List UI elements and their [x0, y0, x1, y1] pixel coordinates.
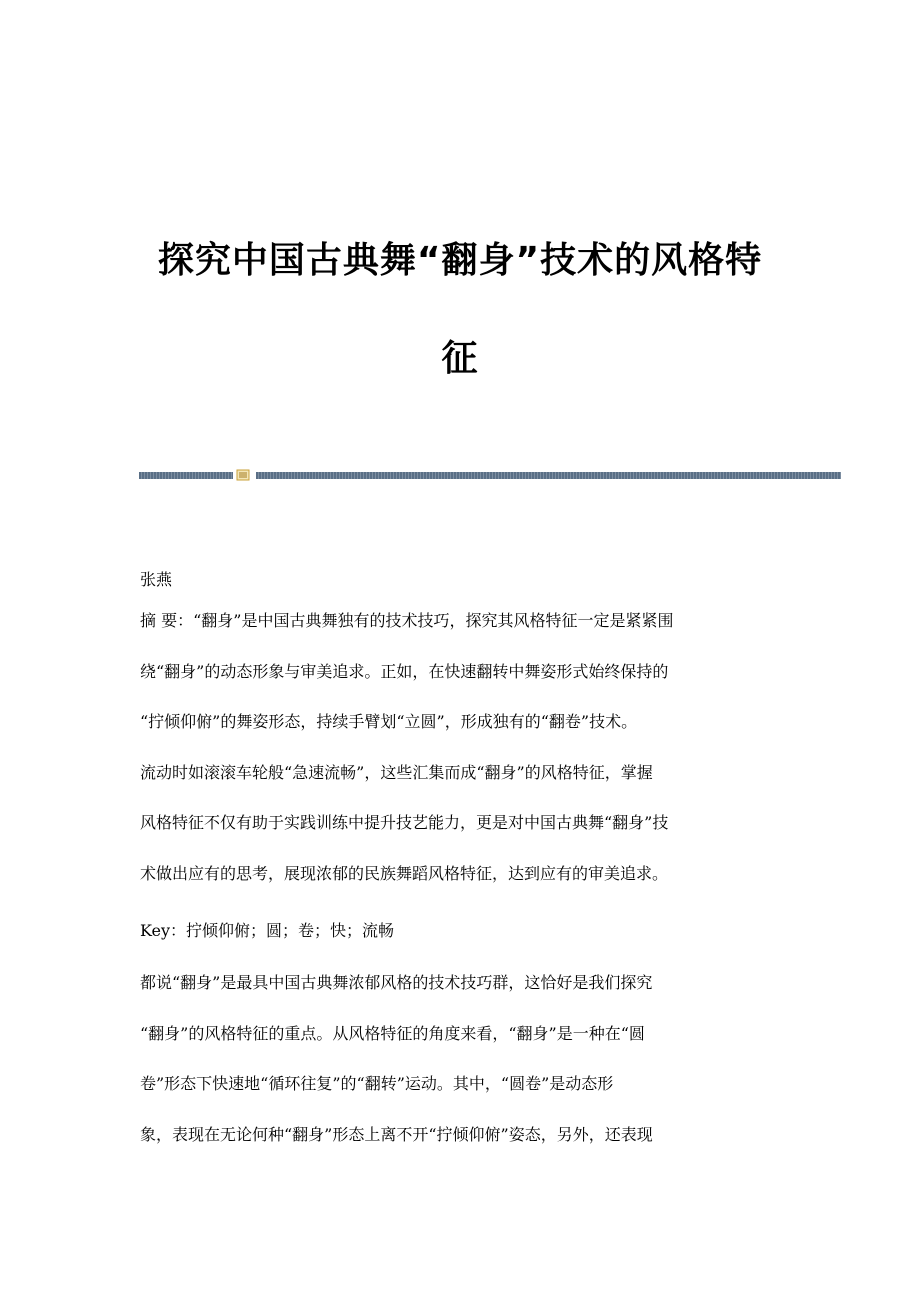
divider-ornament-icon [236, 469, 250, 481]
keywords [140, 906, 780, 957]
body-line: “翻身”的风格特征的重点。从风格特征的角度来看，“翻身”是一种在“圆 [140, 1023, 645, 1043]
abstract-line: 绕“翻身”的动态形象与审美追求。正如，在快速翻转中舞姿形式始终保持的 [140, 661, 669, 681]
body-paragraph [140, 958, 780, 1160]
title-line: 探究中国古典舞“翻身”技术的风格特 [157, 240, 763, 281]
abstract-line: 摘 要：“翻身”是中国古典舞独有的技术技巧，探究其风格特征一定是紧紧围 [140, 611, 674, 630]
abstract-line: 术做出应有的思考，展现浓郁的民族舞蹈风格特征，达到应有的审美追求。 [140, 863, 669, 883]
body-line: 卷”形态下快速地“循环往复”的“翻转”运动。其中，“圆卷”是动态形 [140, 1074, 614, 1094]
divider-bar-left [139, 472, 233, 479]
divider-bar-right [256, 472, 841, 479]
page-title [140, 212, 780, 408]
abstract-line: 风格特征不仅有助于实践训练中提升技艺能力，更是对中国古典舞“翻身”技 [140, 813, 669, 833]
abstract [140, 596, 780, 900]
body-line: 都说“翻身”是最具中国古典舞浓郁风格的技术技巧群，这恰好是我们探究 [140, 973, 653, 992]
title-divider [139, 469, 841, 481]
body-line: 象，表现在无论何种“翻身”形态上离不开“拧倾仰俯”姿态，另外，还表现 [140, 1124, 653, 1144]
author-name: 张燕 [140, 570, 173, 589]
title-line: 征 [441, 338, 479, 379]
keywords-line: Key：拧倾仰俯；圆；卷；快；流畅 [140, 921, 395, 940]
abstract-line: 流动时如滚滚车轮般“急速流畅”，这些汇集而成“翻身”的风格特征，掌握 [140, 762, 653, 782]
abstract-line: “拧倾仰俯”的舞姿形态，持续手臂划“立圆”，形成独有的“翻卷”技术。 [140, 712, 638, 732]
